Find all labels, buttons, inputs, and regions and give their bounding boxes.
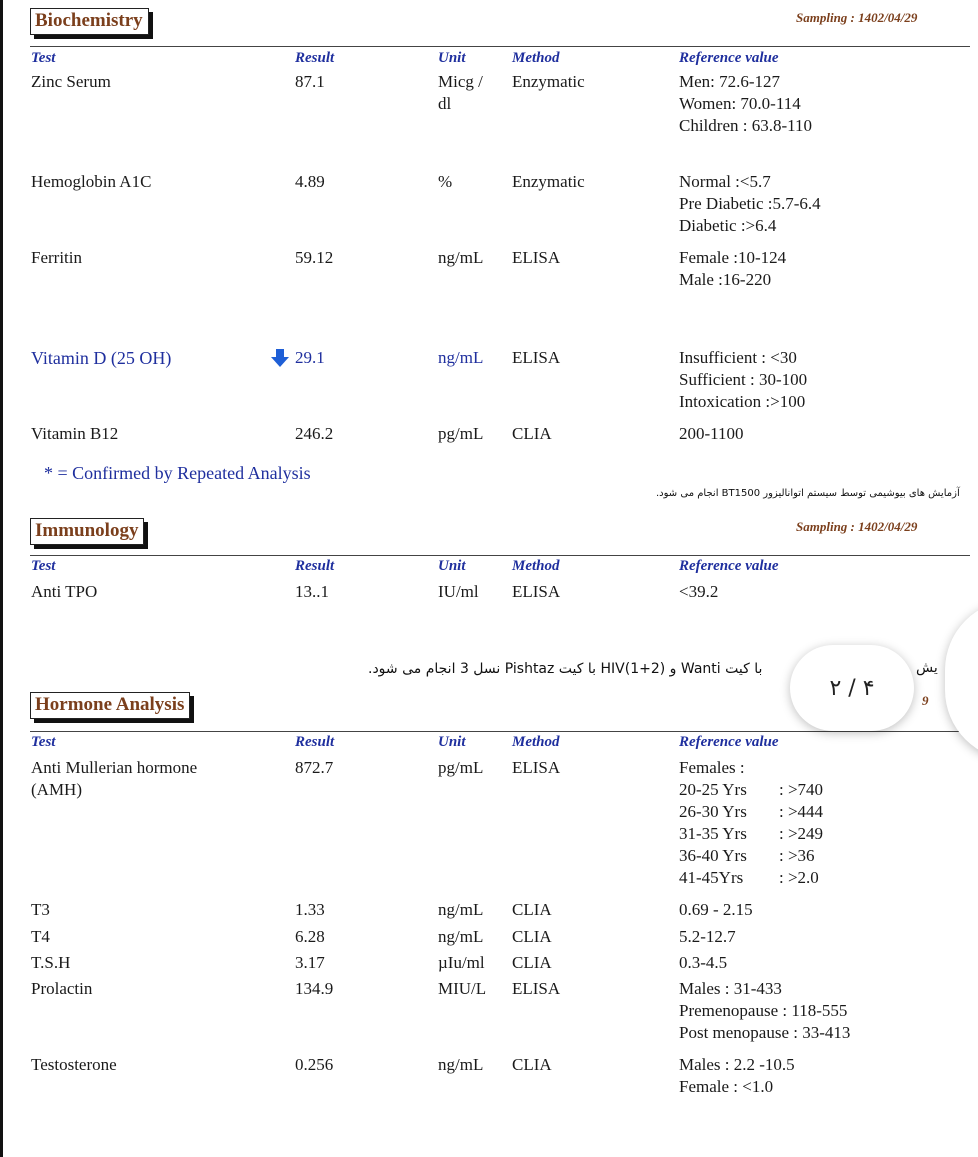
age-value: : >444: [779, 802, 824, 821]
header-test: Test: [31, 734, 56, 750]
header-method: Method: [512, 558, 560, 574]
header-method: Method: [512, 734, 560, 750]
test-name: Ferritin: [31, 248, 82, 267]
unit: ng/mL: [438, 248, 484, 267]
reference-value: Males : 31-433 Premenopause : 118-555 Post menopause : 33-413: [679, 979, 851, 1042]
reference-value: 0.69 - 2.15: [679, 900, 753, 919]
reference-value: Males : 2.2 -10.5 Female : <1.0: [679, 1055, 795, 1096]
unit: dl: [438, 94, 452, 113]
unit: %: [438, 172, 453, 191]
unit: ng/mL: [438, 1055, 484, 1074]
result-value-low: 29.1: [295, 348, 325, 367]
age-value: : >249: [779, 824, 824, 843]
reference-value: Men: 72.6-127 Women: 70.0-114 Children : 63.8-110: [679, 72, 812, 135]
method: CLIA: [512, 953, 552, 972]
reference-value: Insufficient : <30 Sufficient : 30-100 Intoxication :>100: [679, 348, 808, 411]
method: ELISA: [512, 758, 561, 777]
age-value: : >740: [779, 780, 824, 799]
sampling-date-immunology: Sampling : 1402/04/29: [796, 519, 918, 534]
partial-text: یش: [916, 660, 938, 676]
result-value: 134.9: [295, 979, 334, 998]
unit: µIu/ml: [438, 953, 485, 972]
test-name: Vitamin B12: [31, 424, 119, 443]
reference-value: Normal :<5.7 Pre Diabetic :5.7-6.4 Diabetic :>6.4: [679, 172, 821, 235]
method: ELISA: [512, 248, 561, 267]
test-name: Testosterone: [31, 1055, 117, 1074]
header-unit: Unit: [438, 50, 466, 66]
reference-value: Female :10-124 Male :16-220: [679, 248, 787, 289]
reference-title: Females :: [679, 758, 745, 777]
header-method: Method: [512, 50, 560, 66]
reference-value: 200-1100: [679, 424, 744, 443]
reference-value: 0.3-4.5: [679, 953, 728, 972]
page-indicator-text: ۲ / ۴: [829, 675, 875, 701]
confirmation-note: * = Confirmed by Repeated Analysis: [44, 463, 311, 483]
test-name: Prolactin: [31, 979, 93, 998]
divider: [30, 555, 970, 556]
header-unit: Unit: [438, 558, 466, 574]
result-value: 87.1: [295, 72, 325, 91]
unit: pg/mL: [438, 758, 484, 777]
section-title-hormone: Hormone Analysis: [30, 692, 190, 719]
method: CLIA: [512, 927, 552, 946]
result-value: 1.33: [295, 900, 325, 919]
test-name: T3: [31, 900, 50, 919]
test-name: Hemoglobin A1C: [31, 172, 152, 191]
test-name: Zinc Serum: [31, 72, 111, 91]
result-value: 872.7: [295, 758, 334, 777]
test-name: T.S.H: [31, 953, 71, 972]
sampling-date-biochemistry: Sampling : 1402/04/29: [796, 10, 918, 25]
unit: Micg /: [438, 72, 483, 91]
method: ELISA: [512, 979, 561, 998]
analyzer-note: آزمایش های بیوشیمی توسط سیستم اتوانالیزور BT1500 انجام می شود.: [656, 488, 960, 499]
age-value: : >2.0: [779, 868, 819, 887]
unit: ng/mL: [438, 900, 484, 919]
header-reference: Reference value: [679, 50, 779, 66]
divider: [30, 731, 970, 732]
age-range: 26-30 Yrs: [679, 802, 747, 821]
age-range: 41-45Yrs: [679, 868, 744, 887]
reference-value: <39.2: [679, 582, 719, 601]
method: CLIA: [512, 900, 552, 919]
age-range: 20-25 Yrs: [679, 780, 747, 799]
age-value: : >36: [779, 846, 815, 865]
reference-value: 5.2-12.7: [679, 927, 736, 946]
section-title-biochemistry: Biochemistry: [30, 8, 149, 35]
test-name-abbrev: (AMH): [31, 780, 82, 799]
kit-note: با کیت Wanti و HIV(1+2) با کیت Pishtaz نسل 3 انجام می شود.: [368, 661, 763, 677]
test-name: T4: [31, 927, 50, 946]
age-range-list: [679, 779, 747, 889]
age-range: 36-40 Yrs: [679, 846, 747, 865]
scroll-handle[interactable]: [945, 600, 978, 760]
left-border: [0, 0, 3, 1157]
result-value: 6.28: [295, 927, 325, 946]
unit: pg/mL: [438, 424, 484, 443]
method: CLIA: [512, 1055, 552, 1074]
age-range: 31-35 Yrs: [679, 824, 747, 843]
result-value: 59.12: [295, 248, 334, 267]
age-value-list: [779, 779, 823, 889]
test-name: Anti Mullerian hormone: [31, 758, 198, 777]
method: ELISA: [512, 582, 561, 601]
unit: ng/mL: [438, 348, 484, 367]
method: Enzymatic: [512, 72, 585, 91]
unit: MIU/L: [438, 979, 487, 998]
divider: [30, 46, 970, 47]
test-name-flagged: Vitamin D (25 OH): [31, 348, 172, 368]
method: CLIA: [512, 424, 552, 443]
section-title-immunology: Immunology: [30, 518, 144, 545]
header-test: Test: [31, 50, 56, 66]
down-arrow-icon: [270, 348, 290, 368]
method: ELISA: [512, 348, 561, 367]
partial-digit: 9: [922, 693, 929, 708]
unit: ng/mL: [438, 927, 484, 946]
header-result: Result: [295, 558, 335, 574]
header-result: Result: [295, 734, 335, 750]
header-reference: Reference value: [679, 558, 779, 574]
header-result: Result: [295, 50, 335, 66]
result-value: 0.256: [295, 1055, 334, 1074]
page-indicator[interactable]: [790, 645, 914, 731]
header-unit: Unit: [438, 734, 466, 750]
result-value: 3.17: [295, 953, 325, 972]
header-test: Test: [31, 558, 56, 574]
result-value: 246.2: [295, 424, 334, 443]
result-value: 13..1: [295, 582, 329, 601]
method: Enzymatic: [512, 172, 585, 191]
header-reference: Reference value: [679, 734, 779, 750]
result-value: 4.89: [295, 172, 325, 191]
unit: IU/ml: [438, 582, 479, 601]
test-name: Anti TPO: [31, 582, 98, 601]
